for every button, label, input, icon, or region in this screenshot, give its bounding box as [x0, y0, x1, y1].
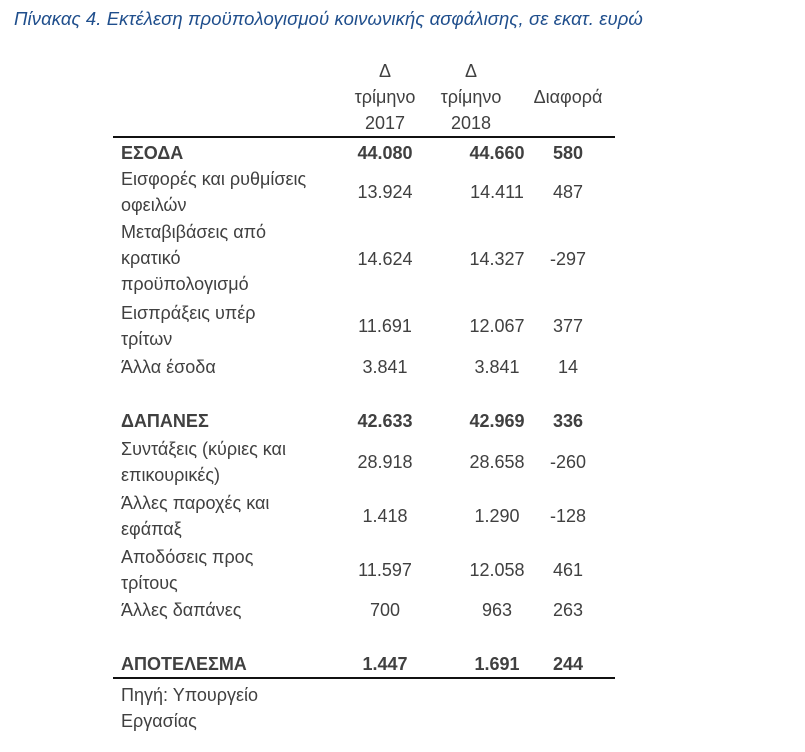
value-difference: -260	[549, 452, 587, 472]
value-2017: 28.918	[357, 452, 413, 472]
value-difference: 461	[552, 560, 584, 580]
row-label: ΔΑΠΑΝΕΣ	[121, 411, 209, 431]
row-label: Αποδόσεις προς τρίτους	[121, 547, 254, 593]
value-difference: 14	[557, 357, 579, 377]
value-2017: 13.924	[357, 182, 413, 202]
table-row	[113, 544, 615, 596]
value-difference: 244	[552, 654, 584, 674]
row-label: Άλλες δαπάνες	[121, 600, 242, 620]
table-row	[113, 300, 615, 352]
value-difference: 580	[552, 143, 584, 163]
row-label: Άλλες παροχές και εφάπαξ	[121, 493, 270, 539]
row-label: Εισπράξεις υπέρ τρίτων	[121, 303, 256, 349]
value-2017: 700	[369, 600, 401, 620]
value-difference: 377	[552, 316, 584, 336]
value-2017: 1.447	[362, 654, 408, 674]
column-header-difference	[518, 84, 618, 110]
value-difference: 487	[552, 182, 584, 202]
column-header-line: Δ	[378, 61, 392, 81]
row-label: ΑΠΟΤΕΛΕΣΜΑ	[121, 654, 247, 674]
value-2017: 11.691	[358, 316, 412, 336]
value-2018: 3.841	[474, 357, 520, 377]
column-header-2018	[426, 58, 516, 136]
row-label: ΕΣΟΔΑ	[121, 143, 184, 163]
table-row	[113, 490, 615, 542]
value-2017: 44.080	[357, 143, 413, 163]
table-top-rule	[113, 136, 615, 138]
table-row	[113, 166, 615, 218]
column-header-line: 2018	[450, 113, 492, 133]
value-difference: -297	[549, 249, 587, 269]
value-2018: 1.691	[474, 654, 520, 674]
row-label: Εισφορές και ρυθμίσεις οφειλών	[121, 169, 307, 215]
column-header-line: τρίμηνο	[440, 87, 502, 107]
value-2018: 1.290	[474, 506, 520, 526]
value-2018: 28.658	[469, 452, 525, 472]
column-header-line: 2017	[364, 113, 406, 133]
column-header-line: τρίμηνο	[354, 87, 416, 107]
value-2017: 42.633	[357, 411, 413, 431]
value-2017: 3.841	[362, 357, 408, 377]
table-row	[113, 436, 615, 488]
value-difference: 336	[552, 411, 584, 431]
value-2017: 11.597	[358, 560, 412, 580]
column-header-line: Διαφορά	[533, 87, 603, 107]
value-2018: 14.327	[469, 249, 525, 269]
row-label: Μεταβιβάσεις από κρατικό προϋπολογισμό	[121, 222, 267, 294]
value-difference: -128	[549, 506, 587, 526]
value-2018: 12.058	[469, 560, 525, 580]
value-2018: 42.969	[469, 411, 525, 431]
column-header-line: Δ	[464, 61, 478, 81]
value-difference: 263	[552, 600, 584, 620]
value-2018: 12.067	[469, 316, 525, 336]
table-bottom-rule	[113, 677, 615, 679]
value-2018: 44.660	[469, 143, 525, 163]
value-2018: 14.411	[470, 182, 524, 202]
row-label: Άλλα έσοδα	[121, 357, 216, 377]
source-note: Πηγή: Υπουργείο Εργασίας	[121, 685, 258, 731]
value-2018: 963	[481, 600, 513, 620]
column-header-2017	[340, 58, 430, 136]
table-title: Πίνακας 4. Εκτέλεση προϋπολογισμού κοινωνικής ασφάλισης, σε εκατ. ευρώ	[14, 8, 643, 29]
value-2017: 14.624	[357, 249, 413, 269]
row-label: Συντάξεις (κύριες και επικουρικές)	[121, 439, 286, 485]
value-2017: 1.418	[362, 506, 408, 526]
table-row	[113, 219, 615, 297]
